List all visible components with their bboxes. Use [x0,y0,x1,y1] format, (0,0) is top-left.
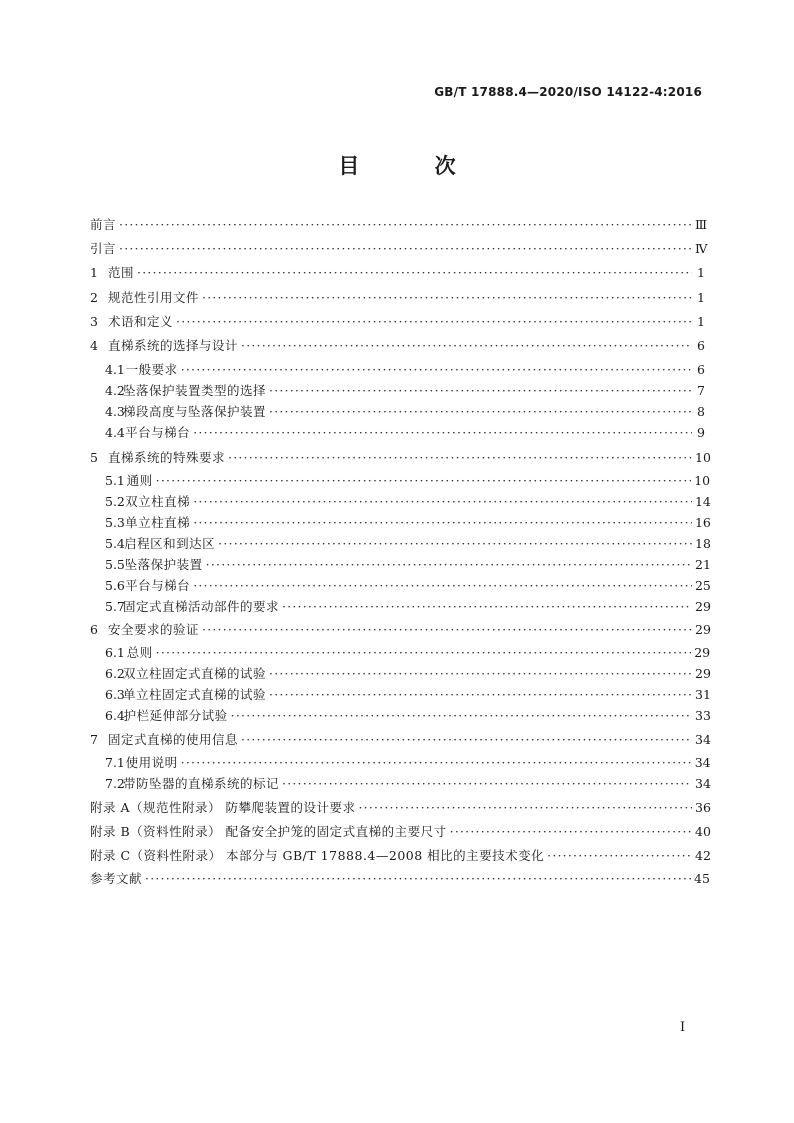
dot-leader [193,513,692,533]
dot-leader [231,706,692,726]
toc-entry-number: 5.2 [105,494,125,509]
dot-leader [241,336,692,356]
toc-entry[interactable] [90,869,710,889]
dot-leader [450,822,692,842]
toc-entry[interactable] [90,448,711,468]
toc-entry-label: 启程区和到达区 [124,536,216,551]
toc-entry-number: 5.5 [105,557,125,572]
toc-entry-number: 5.7 [105,599,125,614]
toc-entry-number: 4.2 [105,383,125,398]
dot-leader [181,753,692,773]
toc-entry-number: 5.3 [105,515,125,530]
dot-leader [156,643,692,663]
toc-entry-label: 护栏延伸部分试验 [123,708,228,723]
toc-entry-page: Ⅲ [695,217,708,232]
toc-entry-page: 29 [694,645,711,660]
toc-entry-page: 21 [695,557,711,572]
toc-entry-number: 5 [90,450,98,465]
toc-entry-page: 9 [697,425,705,440]
toc-entry[interactable] [105,597,711,617]
toc-entry-number: 1 [90,265,98,280]
dot-leader [282,774,692,794]
toc-entry-page: 6 [697,338,705,353]
toc-entry-page: 10 [694,473,711,488]
standard-header: GB/T 17888.4—2020/ISO 14122-4:2016 [434,85,702,99]
page-number: I [680,1020,686,1035]
toc-entry-number: 6.1 [105,645,125,660]
toc-entry-number: 6.2 [105,666,125,681]
toc-entry-page: 18 [695,536,711,551]
dot-leader [202,620,692,640]
dot-leader [202,288,692,308]
toc-entry-label: 范围 [108,265,135,280]
toc-entry-label: 带防坠器的直梯系统的标记 [123,776,280,791]
toc-entry-page: 29 [695,666,711,681]
toc-entry-number: 6 [90,622,98,637]
dot-leader [269,381,692,401]
dot-leader [282,597,692,617]
dot-leader [228,448,692,468]
toc-entry[interactable] [105,664,711,684]
toc-entry-page: 36 [695,800,711,815]
toc-entry-page: 6 [697,362,705,377]
dot-leader [193,423,692,443]
dot-leader [193,576,692,596]
dot-leader [269,685,692,705]
toc-entry-number: 7.1 [105,755,125,770]
toc-entry[interactable] [90,263,705,283]
toc-entry-label: 术语和定义 [108,314,174,329]
toc-entry[interactable] [105,534,711,554]
toc-entry-page: 29 [695,622,711,637]
toc-entry-page: 34 [695,732,711,747]
toc-entry-label: 总则 [126,645,153,660]
toc-entry-label: 固定式直梯活动部件的要求 [123,599,280,614]
toc-entry-label: 规范性引用文件 [108,290,200,305]
toc-entry-number: 4 [90,338,98,353]
toc-entry-number: 6.4 [105,708,125,723]
toc-entry-page: 8 [697,404,705,419]
toc-entry[interactable] [105,555,711,575]
dot-leader [218,534,692,554]
toc-entry-label: 梯段高度与坠落保护装置 [123,404,267,419]
toc-entry-label: 双立柱直梯 [125,494,191,509]
toc-entry-label: 通则 [126,473,153,488]
toc-entry-label: 坠落保护装置 [124,557,203,572]
dot-leader [193,492,692,512]
toc-entry[interactable] [90,822,711,842]
toc-entry-page: 33 [695,708,711,723]
dot-leader [119,215,692,235]
toc-entry-page: 42 [695,848,711,863]
toc-entry-label: 单立柱固定式直梯的试验 [123,687,267,702]
toc-entry-page: Ⅳ [695,241,708,256]
toc-entry-number: 6.3 [105,687,125,702]
toc-entry-label: 引言 [90,241,117,256]
toc-entry[interactable] [105,643,711,663]
toc-entry-label: 双立柱固定式直梯的试验 [123,666,267,681]
toc-entry[interactable] [90,312,705,332]
toc-entry-label: 坠落保护装置类型的选择 [123,383,267,398]
dot-leader [547,846,692,866]
toc-entry-label: 参考文献 [90,871,143,886]
toc-entry-page: 10 [695,450,711,465]
toc-entry-page: 34 [694,755,711,770]
toc-entry-page: 45 [694,871,710,886]
toc-entry-label: 附录 A（规范性附录） 防攀爬装置的设计要求 [90,800,356,815]
dot-leader [269,664,692,684]
toc-entry-label: 一般要求 [125,362,178,377]
dot-leader [358,798,692,818]
toc-entry-page: 1 [697,265,705,280]
toc-entry[interactable] [90,730,711,750]
dot-leader [156,471,692,491]
page-title: 目 次 [338,153,490,178]
toc-entry-label: 直梯系统的选择与设计 [108,338,239,353]
toc-entry-label: 前言 [90,217,117,232]
toc-entry-page: 40 [695,824,711,839]
dot-leader [137,263,692,283]
toc-entry-number: 4.1 [105,362,125,377]
toc-entry[interactable] [90,239,708,259]
toc-entry-number: 5.4 [105,536,125,551]
toc-entry-label: 单立柱直梯 [125,515,191,530]
toc-entry[interactable] [105,774,711,794]
toc-entry-page: 7 [697,383,705,398]
toc-entry[interactable] [105,381,705,401]
toc-entry[interactable] [90,336,705,356]
toc-entry-page: 25 [694,578,711,593]
dot-leader [145,869,691,889]
toc-entry[interactable] [105,706,711,726]
toc-entry-page: 1 [697,314,705,329]
toc-entry-number: 3 [90,314,98,329]
toc-entry-page: 1 [697,290,705,305]
toc-entry[interactable] [105,492,711,512]
toc-entry[interactable] [90,215,708,235]
toc-entry-label: 附录 B（资料性附录） 配备安全护笼的固定式直梯的主要尺寸 [90,824,447,839]
toc-entry-number: 4.3 [105,404,125,419]
toc-entry-label: 固定式直梯的使用信息 [108,732,239,747]
toc-entry[interactable] [105,360,705,380]
toc-entry-label: 平台与梯台 [125,578,191,593]
toc-entry-number: 5.1 [105,473,125,488]
toc-entry[interactable] [105,471,711,491]
toc-entry-number: 7.2 [105,776,125,791]
toc-entry-page: 29 [695,599,711,614]
toc-entry[interactable] [90,288,705,308]
toc-entry-number: 7 [90,732,98,747]
dot-leader [241,730,692,750]
toc-entry[interactable] [105,513,711,533]
toc-entry-page: 16 [694,515,711,530]
toc-entry-page: 31 [695,687,711,702]
dot-leader [206,555,692,575]
toc-entry-number: 5.6 [105,578,125,593]
toc-entry[interactable] [90,846,711,866]
toc-entry[interactable] [105,576,711,596]
toc-entry-number: 2 [90,290,98,305]
toc-entry-label: 平台与梯台 [125,425,191,440]
toc-entry[interactable] [105,685,711,705]
toc-entry[interactable] [90,620,711,640]
toc-entry-label: 安全要求的验证 [108,622,200,637]
toc-entry-label: 使用说明 [125,755,178,770]
toc-entry[interactable] [90,798,711,818]
toc-entry-page: 34 [695,776,711,791]
toc-entry-number: 4.4 [105,425,125,440]
toc-entry[interactable] [105,753,711,773]
toc-entry-page: 14 [694,494,711,509]
toc-entry[interactable] [105,402,705,422]
dot-leader [176,312,692,332]
dot-leader [119,239,692,259]
dot-leader [269,402,692,422]
dot-leader [181,360,692,380]
toc-entry[interactable] [105,423,705,443]
toc-entry-label: 直梯系统的特殊要求 [108,450,226,465]
toc-entry-label: 附录 C（资料性附录） 本部分与 GB/T 17888.4—2008 相比的主要技术变化 [90,848,545,863]
